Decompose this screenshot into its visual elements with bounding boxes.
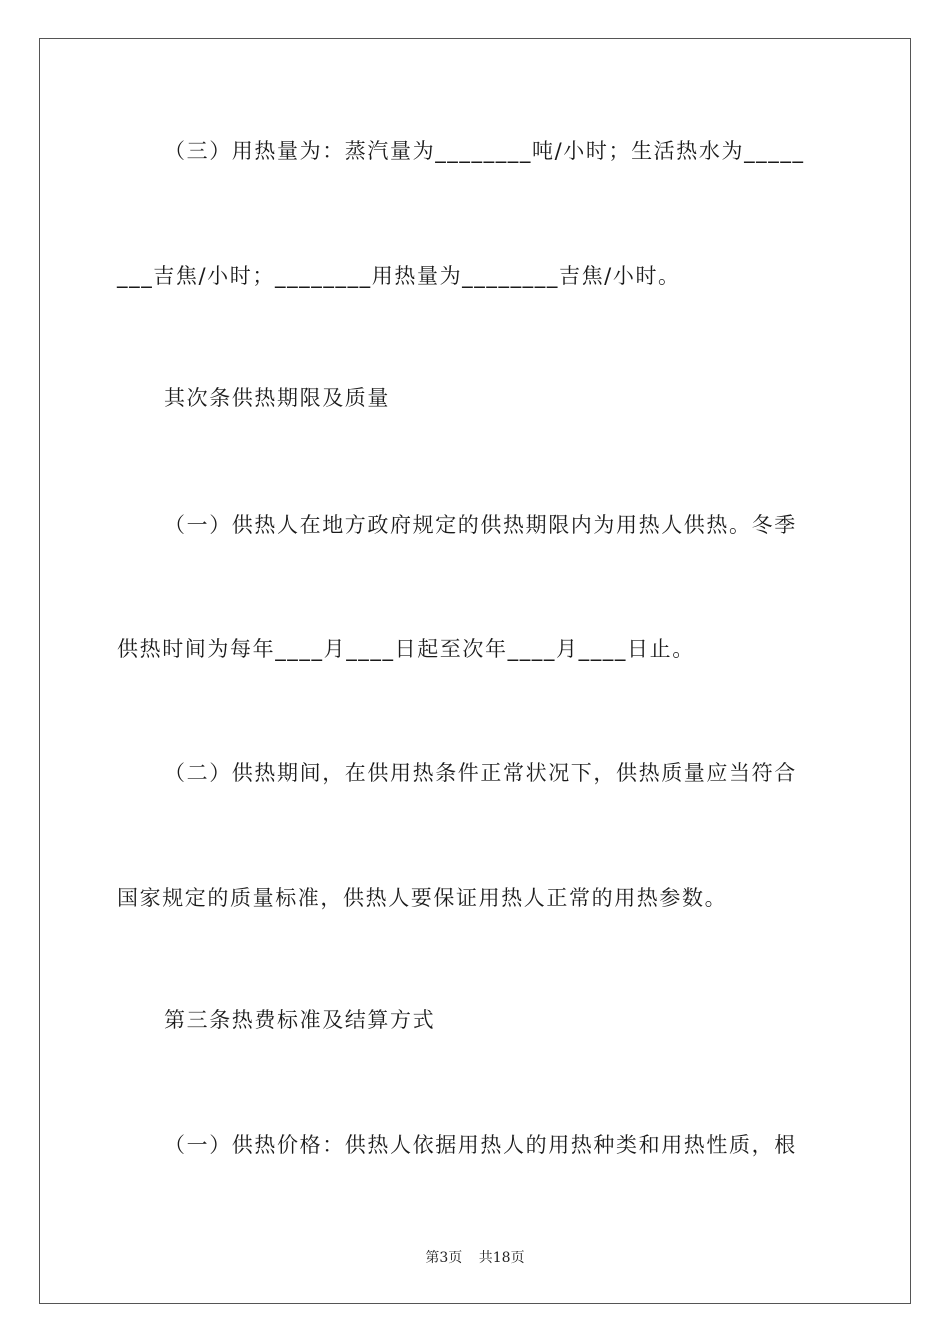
page-total: 共18页 (478, 1250, 525, 1266)
paragraph-line: 国家规定的质量标准，供热人要保证用热人正常的用热参数。 (117, 886, 728, 910)
paragraph-line: （二）供热期间，在供用热条件正常状况下，供热质量应当符合 (164, 761, 797, 785)
section-heading: 其次条供热期限及质量 (164, 386, 390, 410)
page-number: 第3页 (425, 1250, 463, 1266)
paragraph-line: （一）供热人在地方政府规定的供热期限内为用热人供热。冬季 (164, 513, 797, 537)
paragraph-line: 供热时间为每年____月____日起至次年____月____日止。 (117, 637, 695, 661)
paragraph-line: （一）供热价格：供热人依据用热人的用热种类和用热性质，根 (164, 1133, 797, 1157)
paragraph-line: ___吉焦/小时；________用热量为________吉焦/小时。 (117, 264, 681, 288)
page-border (39, 38, 911, 1304)
paragraph-line: （三）用热量为：蒸汽量为________吨/小时；生活热水为_____ (164, 139, 805, 163)
section-heading: 第三条热费标准及结算方式 (164, 1008, 436, 1032)
page-footer (0, 1247, 950, 1267)
